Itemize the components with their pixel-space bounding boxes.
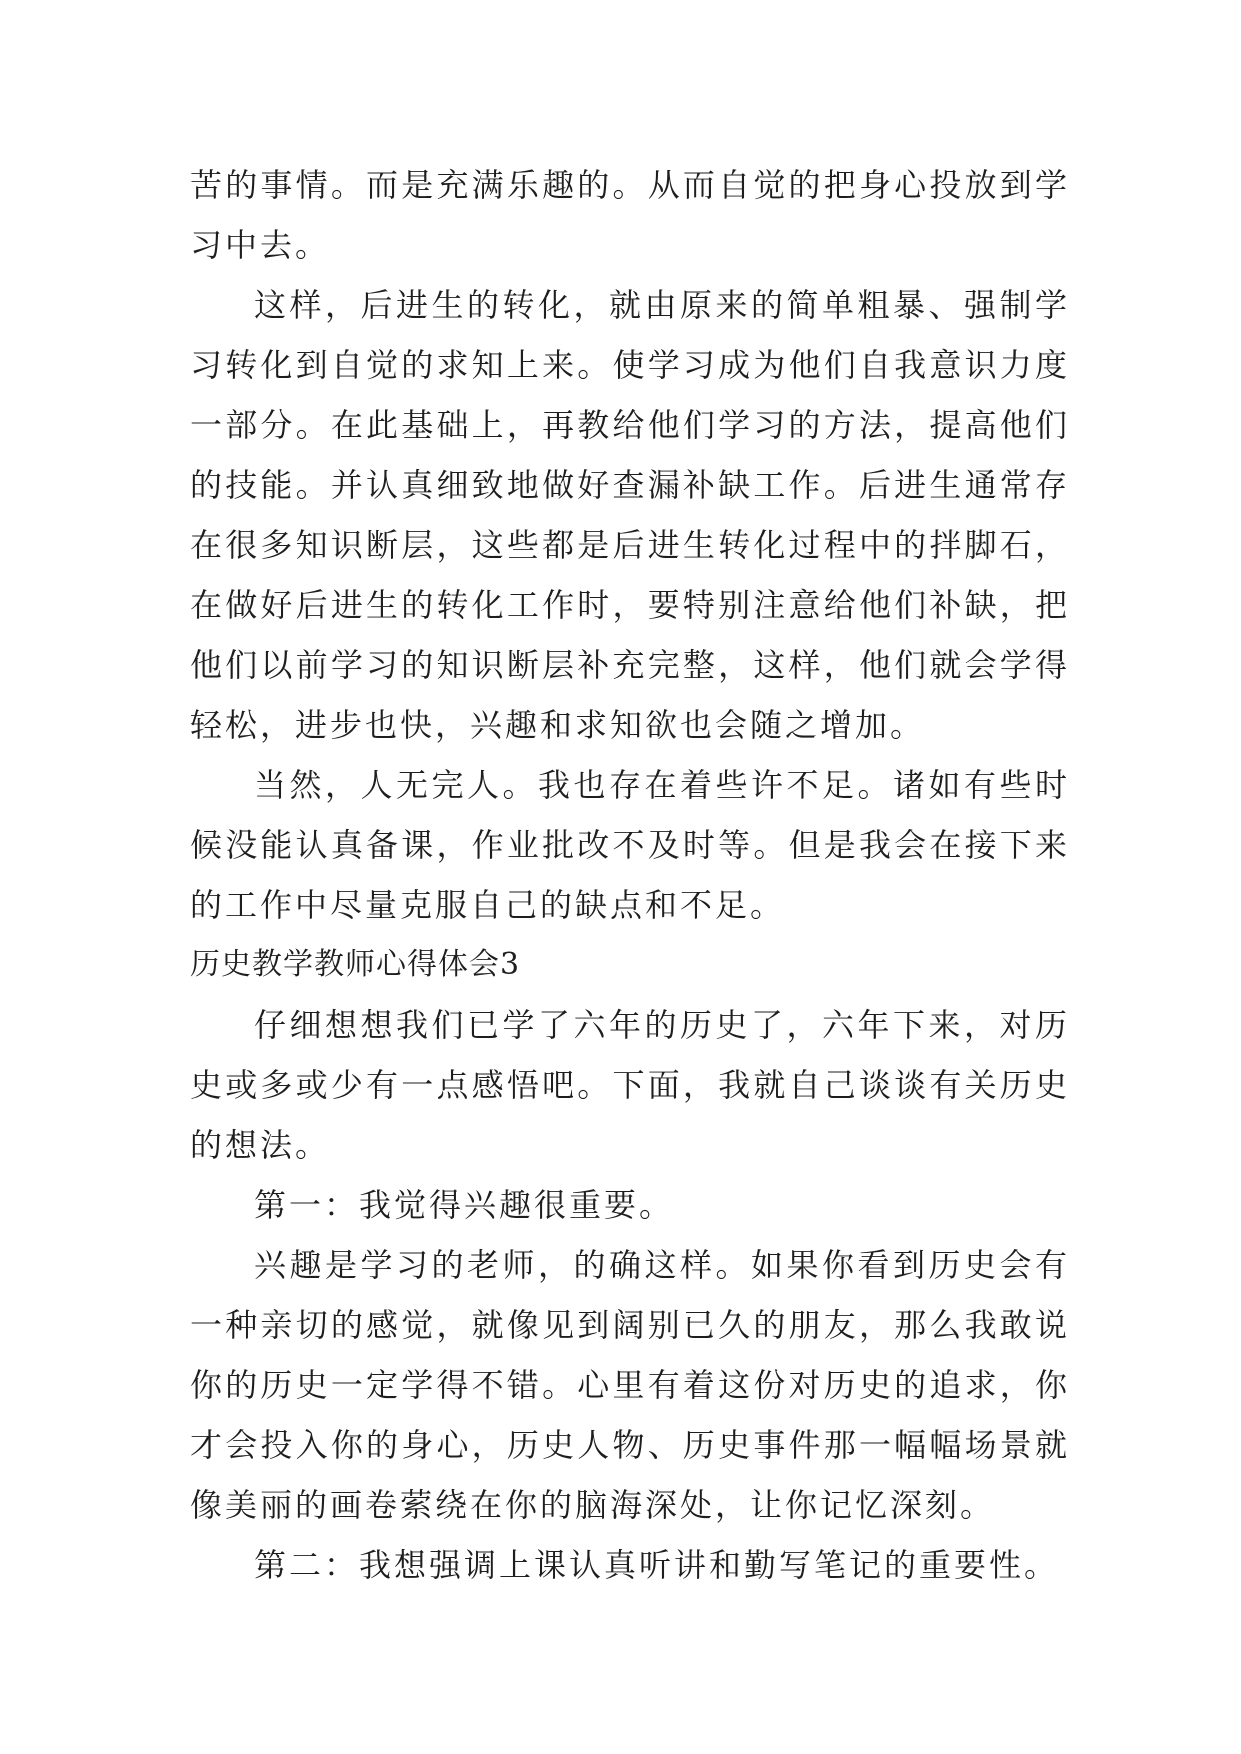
paragraph-underachiever-transformation: 这样，后进生的转化，就由原来的简单粗暴、强制学习转化到自觉的求知上来。使学习成为他们自我意识力度一部分。在此基础上，再教给他们学习的方法，提高他们的技能。并认真细致地做好查漏补缺工作。后进生通常存在很多知识断层，这些都是后进生转化过程中的拌脚石，在做好后进生的转化工作时，要特别注意给他们补缺，把他们以前学习的知识断层补充完整，这样，他们就会学得轻松，进步也快，兴趣和求知欲也会随之增加。	[190, 286, 1070, 744]
paragraph-shortcomings: 当然，人无完人。我也存在着些许不足。诸如有些时候没能认真备课，作业批改不及时等。但是我会在接下来的工作中尽量克服自己的缺点和不足。	[190, 766, 1070, 924]
document-body	[190, 155, 1070, 1595]
paragraph-interest-teacher: 兴趣是学习的老师，的确这样。如果你看到历史会有一种亲切的感觉，就像见到阔别已久的朋友，那么我敢说你的历史一定学得不错。心里有着这份对历史的追求，你才会投入你的身心，历史人物、历史事件那一幅幅场景就像美丽的画卷萦绕在你的脑海深处，让你记忆深刻。	[190, 1246, 1070, 1524]
point-two-heading: 第二：我想强调上课认真听讲和勤写笔记的重要性。	[254, 1546, 1060, 1584]
section-heading: 历史教学教师心得体会3	[190, 947, 521, 982]
paragraph-continuation: 苦的事情。而是充满乐趣的。从而自觉的把身心投放到学习中去。	[190, 166, 1070, 264]
point-one-heading: 第一：我觉得兴趣很重要。	[254, 1186, 675, 1224]
paragraph-six-years-history: 仔细想想我们已学了六年的历史了，六年下来，对历史或多或少有一点感悟吧。下面，我就自己谈谈有关历史的想法。	[190, 1006, 1070, 1164]
